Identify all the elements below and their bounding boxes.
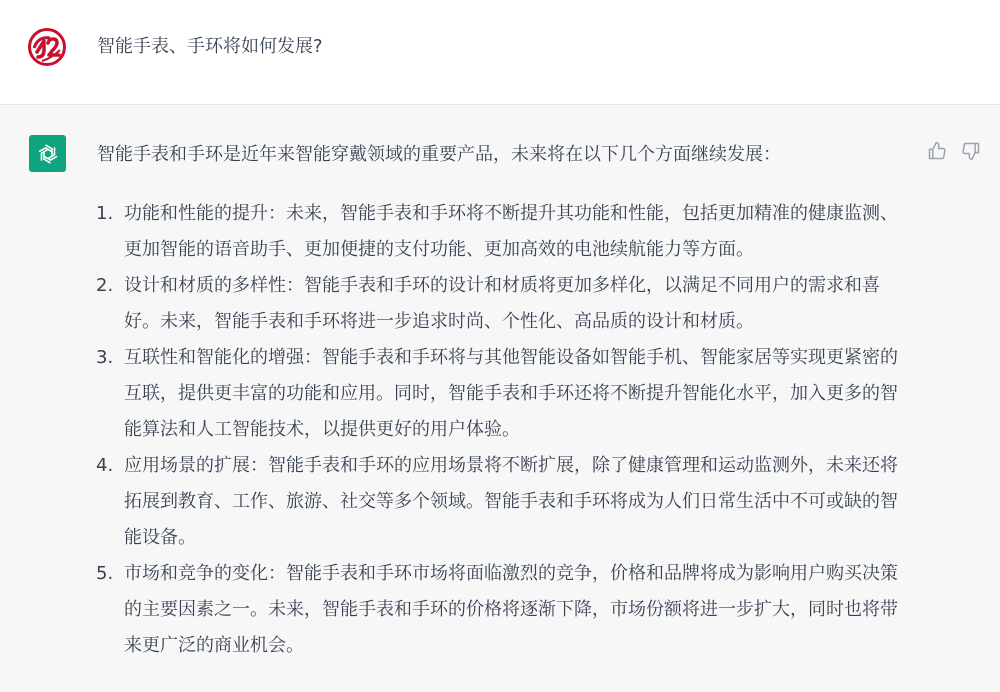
list-item-number: 1. bbox=[96, 203, 114, 224]
answer-points-list bbox=[97, 196, 917, 664]
list-item-number: 2. bbox=[96, 275, 114, 296]
thumbs-down-icon[interactable] bbox=[961, 141, 981, 161]
list-item-text: 功能和性能的提升：未来，智能手表和手环将不断提升其功能和性能，包括更加精准的健康监测、更加智能的语音助手、更加便捷的支付功能、更加高效的电池续航能力等方面。 bbox=[124, 203, 898, 260]
list-item-text: 设计和材质的多样性：智能手表和手环的设计和材质将更加多样化，以满足不同用户的需求和喜好。未来，智能手表和手环将进一步追求时尚、个性化、高品质的设计和材质。 bbox=[124, 275, 880, 332]
user-message-row bbox=[0, 0, 1000, 105]
list-item bbox=[97, 268, 907, 340]
list-item-number: 5. bbox=[96, 563, 114, 584]
list-item bbox=[97, 196, 907, 268]
list-item bbox=[97, 340, 907, 448]
assistant-answer bbox=[97, 138, 917, 664]
assistant-message-row bbox=[0, 105, 1000, 692]
feedback-buttons bbox=[927, 141, 981, 161]
list-item bbox=[97, 448, 907, 556]
list-item-number: 4. bbox=[96, 455, 114, 476]
openai-logo-icon bbox=[29, 135, 66, 172]
thumbs-up-icon[interactable] bbox=[927, 141, 947, 161]
list-item-text: 应用场景的扩展：智能手表和手环的应用场景将不断扩展，除了健康管理和运动监测外，未来还将拓展到教育、工作、旅游、社交等多个领域。智能手表和手环将成为人们日常生活中不可或缺的智能设备。 bbox=[124, 455, 898, 548]
answer-intro: 智能手表和手环是近年来智能穿戴领域的重要产品，未来将在以下几个方面继续发展： bbox=[97, 144, 781, 165]
list-item-number: 3. bbox=[96, 347, 114, 368]
list-item-text: 互联性和智能化的增强：智能手表和手环将与其他智能设备如智能手机、智能家居等实现更紧密的互联，提供更丰富的功能和应用。同时，智能手表和手环还将不断提升智能化水平，加入更多的智能算法和人工智能技术，以提供更好的用户体验。 bbox=[124, 347, 898, 440]
user-message-text: 智能手表、手环将如何发展? bbox=[97, 36, 323, 57]
list-item bbox=[97, 556, 907, 664]
list-item-text: 市场和竞争的变化：智能手表和手环市场将面临激烈的竞争，价格和品牌将成为影响用户购买决策的主要因素之一。未来，智能手表和手环的价格将逐渐下降，市场份额将进一步扩大，同时也将带来更广泛的商业机会。 bbox=[124, 563, 898, 656]
52-logo-icon bbox=[28, 28, 66, 66]
